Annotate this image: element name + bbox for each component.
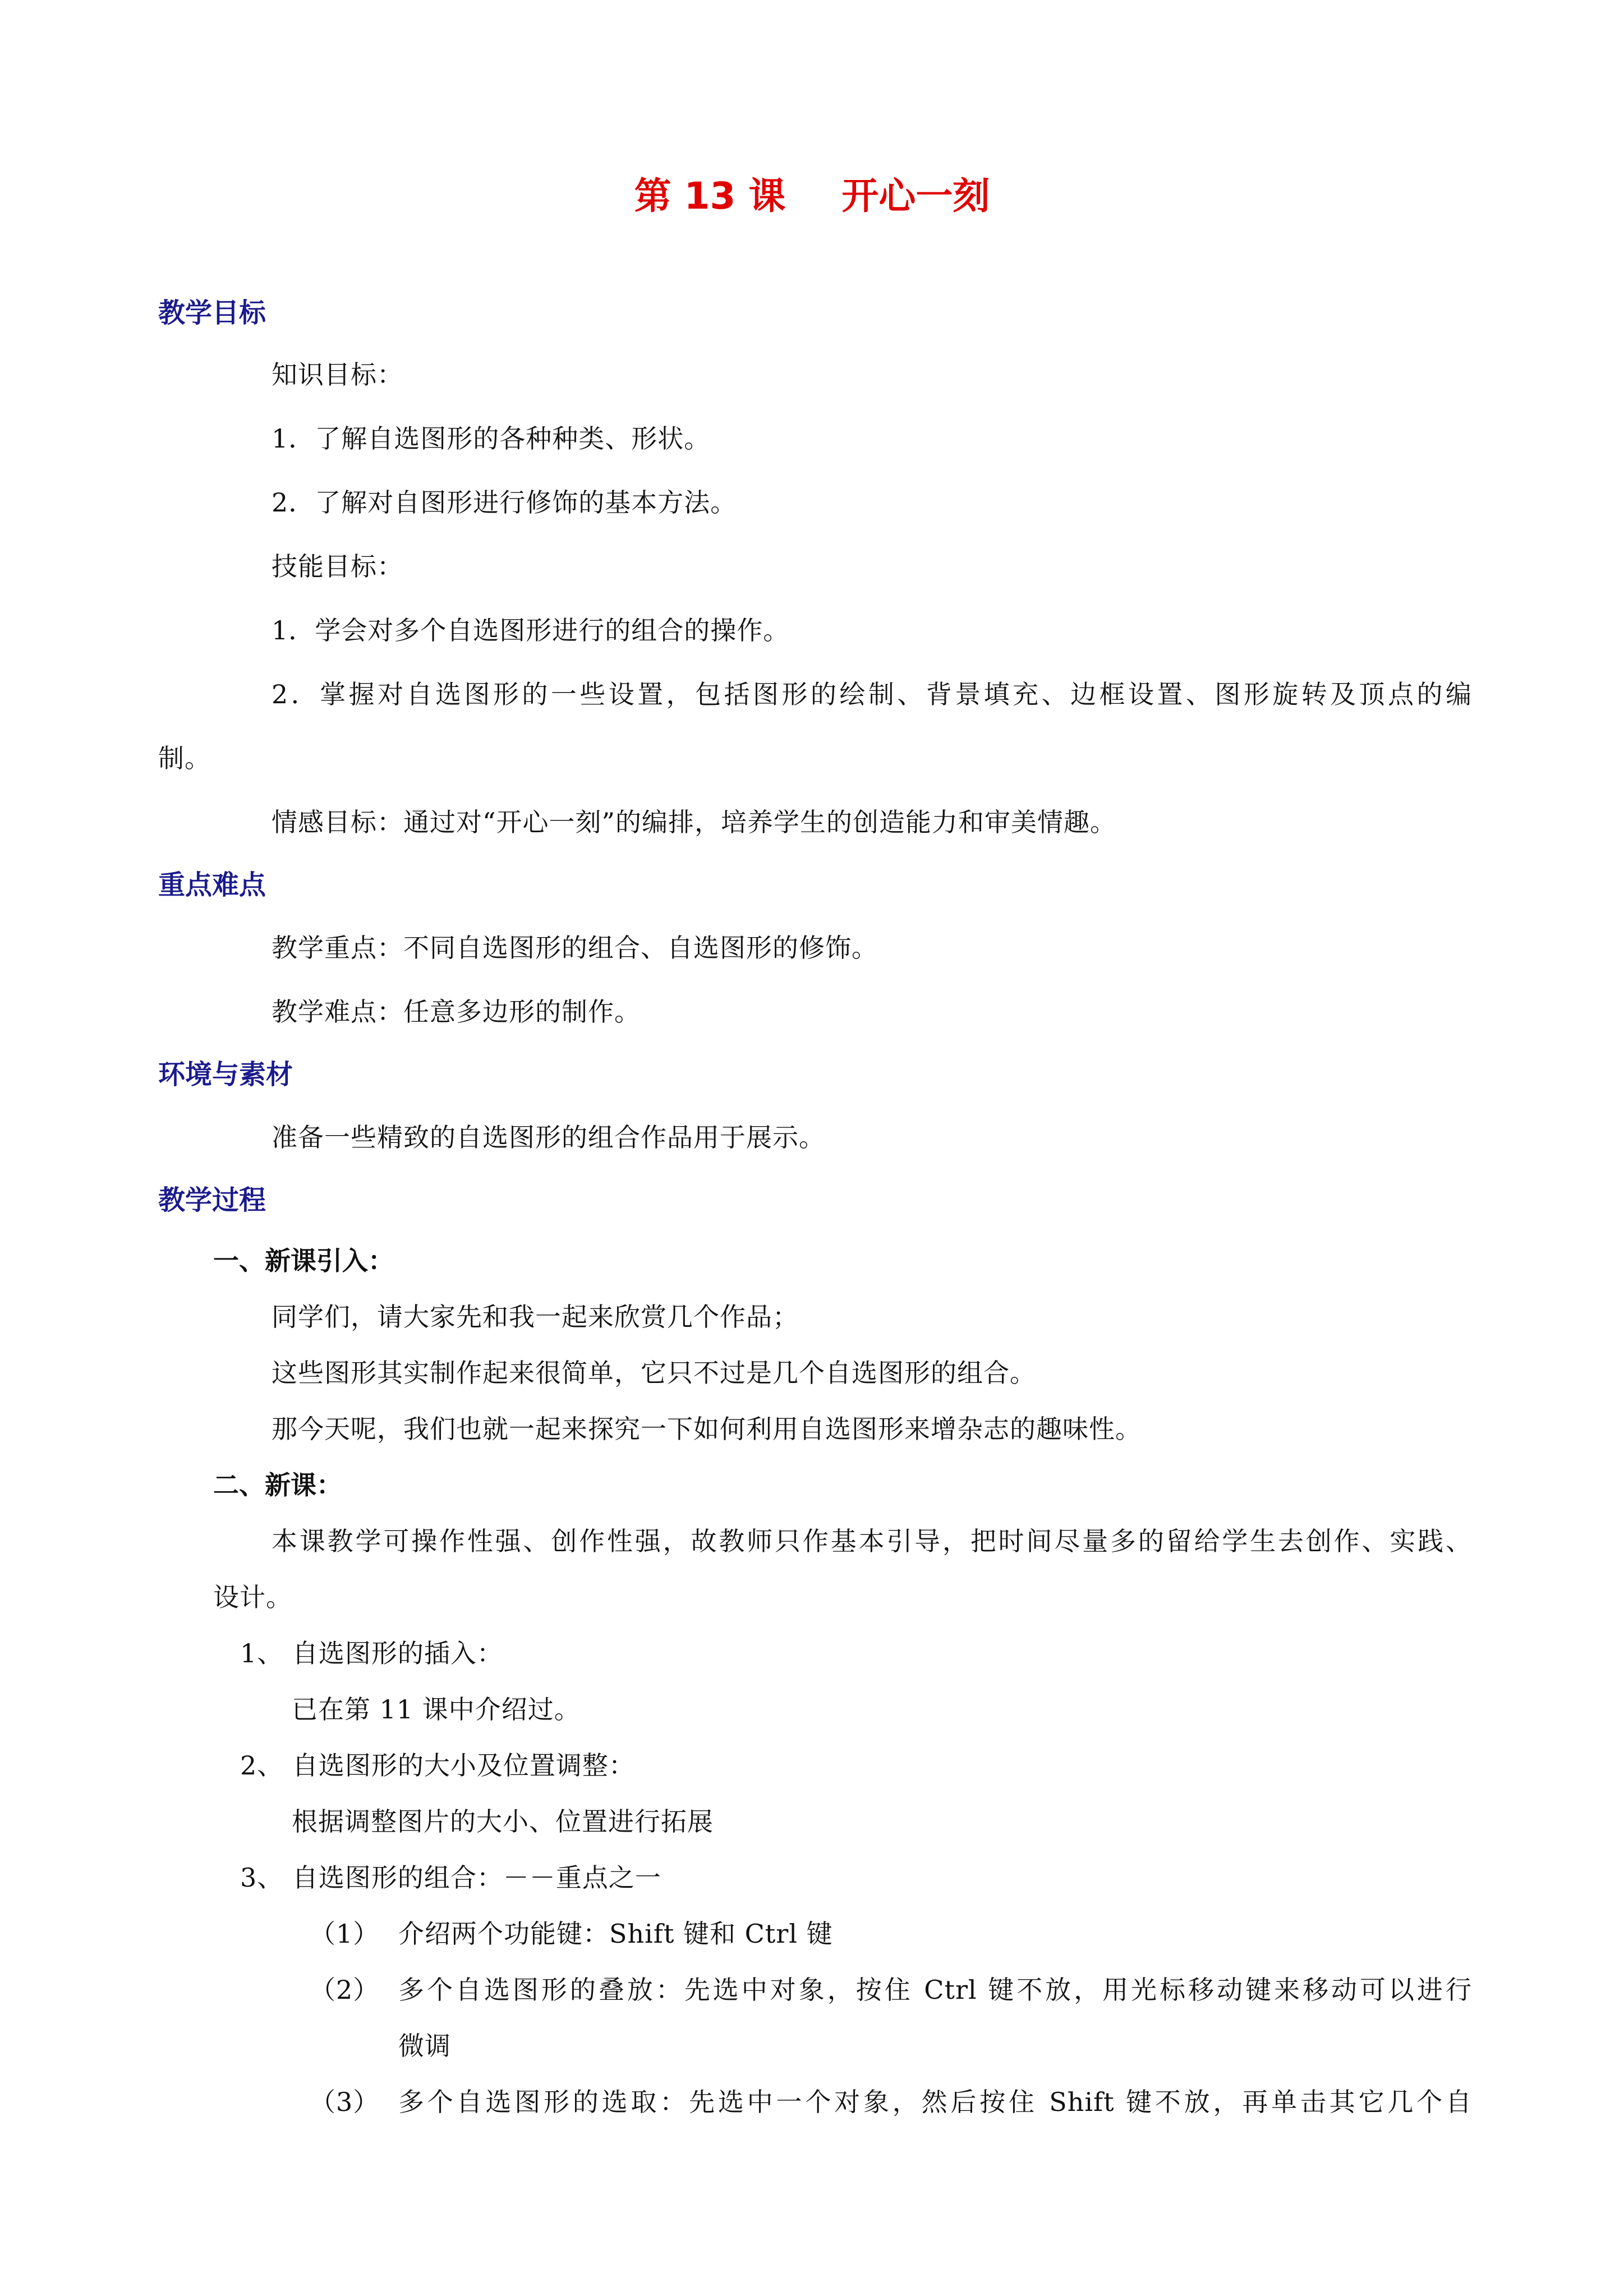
- page-title: [0, 171, 1624, 222]
- substep-3-text: 多个自选图形的选取：先选中一个对象，然后按住 Shift 键不放，再单击其它几个自: [398, 2087, 1472, 2117]
- intro-line-3: 那今天呢，我们也就一起来探究一下如何利用自选图形来增杂志的趣味性。: [272, 1414, 1142, 1444]
- substep-2-number: （2）: [310, 1975, 380, 2005]
- materials-text: 准备一些精致的自选图形的组合作品用于展示。: [272, 1122, 825, 1152]
- teaching-key-point: 教学重点：不同自选图形的组合、自选图形的修饰。: [272, 933, 878, 963]
- substep-3-number: （3）: [310, 2087, 380, 2117]
- skill-item-1: 1．学会对多个自选图形进行的组合的操作。: [272, 615, 790, 646]
- teaching-difficulty: 教学难点：任意多边形的制作。: [272, 997, 641, 1027]
- intro-line-2: 这些图形其实制作起来很简单，它只不过是几个自选图形的组合。: [272, 1358, 1036, 1388]
- step-1-heading: 1、 自选图形的插入：: [240, 1638, 503, 1668]
- intro-line-1: 同学们，请大家先和我一起来欣赏几个作品；: [272, 1302, 799, 1332]
- skill-item-2-line-2: 制。: [158, 743, 211, 773]
- heading-key-points: 重点难点: [158, 869, 266, 901]
- skill-label: 技能目标：: [272, 551, 403, 582]
- step-3-heading: 3、 自选图形的组合：－－重点之一: [240, 1862, 661, 1893]
- substep-1-number: （1）: [310, 1919, 380, 1949]
- step-2-text: 根据调整图片的大小、位置进行拓展: [292, 1806, 714, 1837]
- heading-objectives: 教学目标: [158, 297, 266, 329]
- title-lesson-name: 开心一刻: [841, 174, 990, 218]
- title-lesson-number: 第 13 课: [634, 174, 786, 218]
- heading-process: 教学过程: [158, 1184, 266, 1216]
- step-2-heading: 2、 自选图形的大小及位置调整：: [240, 1750, 635, 1781]
- substep-1-text: 介绍两个功能键：Shift 键和 Ctrl 键: [398, 1919, 833, 1949]
- intro-heading: 一、新课引入：: [213, 1246, 394, 1276]
- knowledge-item-2: 2．了解对自图形进行修饰的基本方法。: [272, 487, 737, 518]
- skill-item-2-line-1: 2．掌握对自选图形的一些设置，包括图形的绘制、背景填充、边框设置、图形旋转及顶点的编: [272, 679, 1472, 709]
- knowledge-item-1: 1．了解自选图形的各种种类、形状。: [272, 423, 711, 454]
- new-lesson-heading: 二、新课：: [213, 1470, 342, 1500]
- knowledge-label: 知识目标：: [272, 359, 403, 390]
- step-1-text: 已在第 11 课中介绍过。: [292, 1694, 581, 1725]
- new-lesson-line-2: 设计。: [213, 1582, 292, 1612]
- new-lesson-line-1: 本课教学可操作性强、创作性强，故教师只作基本引导，把时间尽量多的留给学生去创作、实践、: [272, 1526, 1472, 1556]
- emotion-objective: 情感目标：通过对“开心一刻”的编排，培养学生的创造能力和审美情趣。: [272, 807, 1117, 837]
- substep-2-text-line-2: 微调: [398, 2031, 451, 2061]
- heading-materials: 环境与素材: [158, 1059, 293, 1090]
- substep-2-text-line-1: 多个自选图形的叠放：先选中对象，按住 Ctrl 键不放，用光标移动键来移动可以进行: [398, 1975, 1472, 2005]
